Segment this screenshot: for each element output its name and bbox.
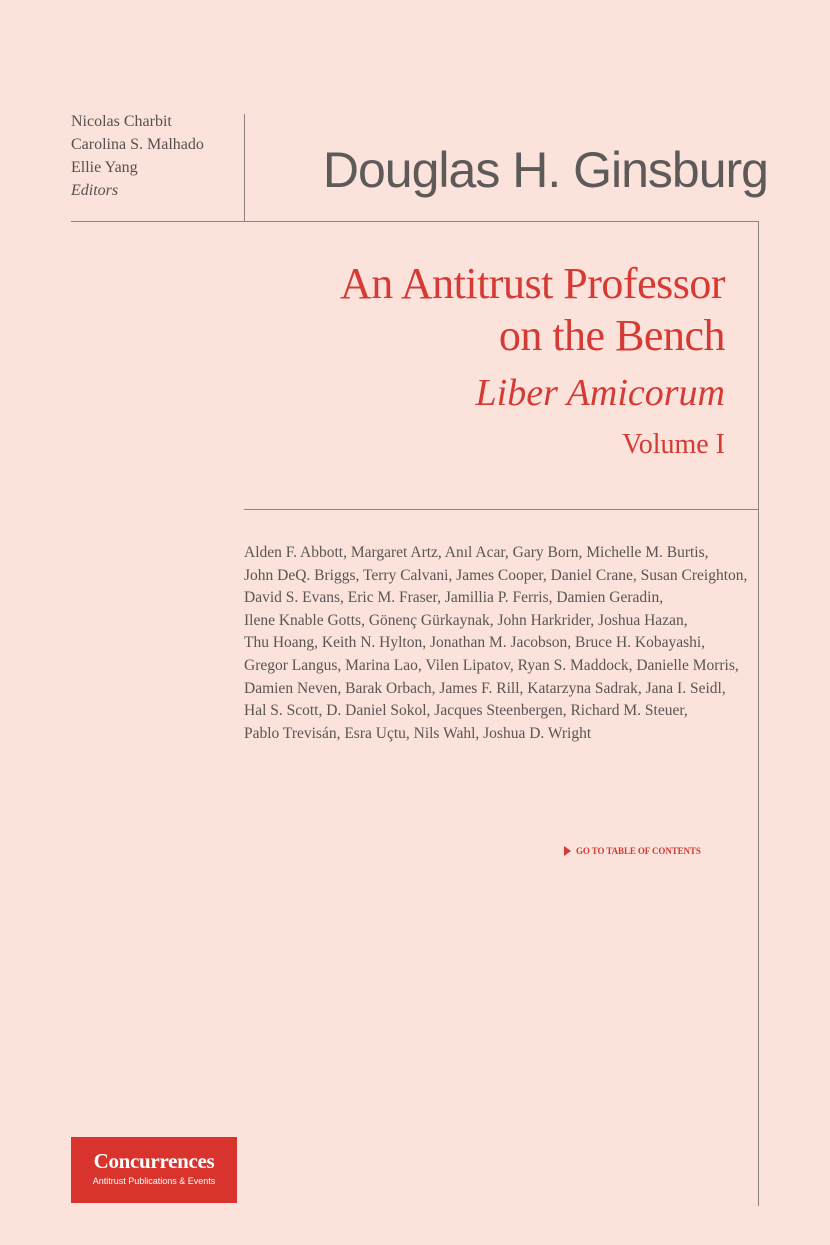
honoree-name: Douglas H. Ginsburg [322,142,768,198]
contributors-list [244,542,748,745]
publisher-tagline: Antitrust Publications & Events [92,1176,216,1186]
editors-block [71,110,241,202]
contributors-line: John DeQ. Briggs, Terry Calvani, James Cooper, Daniel Crane, Susan Creighton, [244,566,748,584]
editor-name: Ellie Yang [71,159,138,176]
volume-label: Volume I [622,429,725,460]
table-of-contents-label: GO TO TABLE OF CONTENTS [576,846,701,856]
editors-role-label: Editors [71,182,119,199]
title-block [250,258,725,462]
publisher-logo [71,1137,237,1203]
contributors-line: Pablo Trevisán, Esra Uçtu, Nils Wahl, Joshua D. Wright [244,724,592,742]
contributors-line: Gregor Langus, Marina Lao, Vilen Lipatov, Ryan S. Maddock, Danielle Morris, [244,656,739,674]
book-subtitle: Liber Amicorum [475,372,725,414]
triangle-right-icon [564,846,571,856]
book-title-line-2: on the Bench [498,311,725,360]
vertical-divider-right [758,221,759,1206]
contributors-line: David S. Evans, Eric M. Fraser, Jamillia P. Ferris, Damien Geradin, [244,589,664,607]
table-of-contents-link[interactable] [564,846,701,856]
contributors-line: Ilene Knable Gotts, Gönenç Gürkaynak, John Harkrider, Joshua Hazan, [244,611,688,629]
editor-name: Nicolas Charbit [71,113,172,130]
horizontal-divider-top [71,221,759,222]
editor-name: Carolina S. Malhado [71,136,204,153]
vertical-divider-top [244,114,245,222]
contributors-line: Damien Neven, Barak Orbach, James F. Rill, Katarzyna Sadrak, Jana I. Seidl, [244,679,726,697]
contributors-line: Hal S. Scott, D. Daniel Sokol, Jacques Steenbergen, Richard M. Steuer, [244,702,688,720]
publisher-name: Concurrences [93,1149,215,1173]
horizontal-divider-middle [244,509,759,510]
contributors-line: Thu Hoang, Keith N. Hylton, Jonathan M. Jacobson, Bruce H. Kobayashi, [244,634,706,652]
contributors-line: Alden F. Abbott, Margaret Artz, Anıl Acar, Gary Born, Michelle M. Burtis, [244,544,709,561]
book-title-line-1: An Antitrust Professor [340,259,725,308]
